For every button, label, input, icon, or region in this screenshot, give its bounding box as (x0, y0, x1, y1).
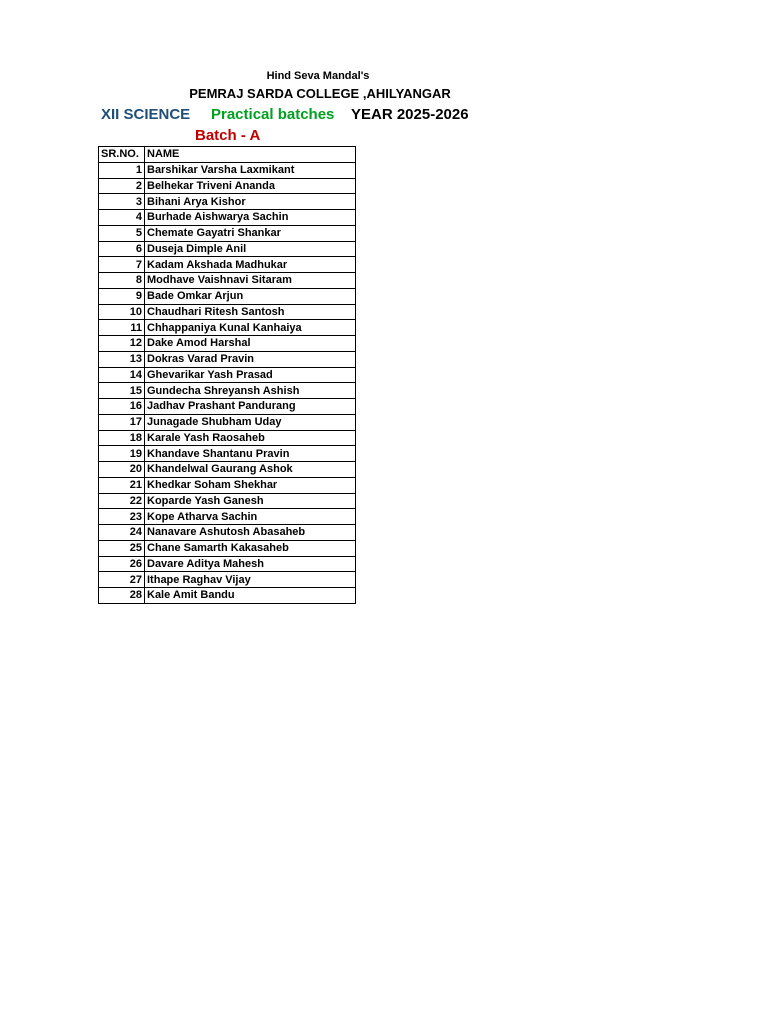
student-name-cell: Kadam Akshada Madhukar (145, 257, 356, 273)
student-name-cell: Chaudhari Ritesh Santosh (145, 304, 356, 320)
sr-no-cell: 24 (99, 525, 145, 541)
table-row (99, 383, 356, 399)
sr-no-cell: 5 (99, 225, 145, 241)
student-name-cell: Junagade Shubham Uday (145, 414, 356, 430)
practical-batches-label: Practical batches (211, 106, 335, 123)
table-row (99, 178, 356, 194)
sr-no-cell: 3 (99, 194, 145, 210)
student-name-cell: Duseja Dimple Anil (145, 241, 356, 257)
table-row (99, 462, 356, 478)
sr-no-cell: 27 (99, 572, 145, 588)
sr-no-cell: 20 (99, 462, 145, 478)
table-row (99, 556, 356, 572)
sr-no-cell: 2 (99, 178, 145, 194)
student-name-cell: Belhekar Triveni Ananda (145, 178, 356, 194)
table-row (99, 588, 356, 604)
table-row (99, 304, 356, 320)
student-name-cell: Barshikar Varsha Laxmikant (145, 162, 356, 178)
column-header-sr-no: SR.NO. (99, 147, 145, 163)
sr-no-cell: 13 (99, 351, 145, 367)
student-name-cell: Chhappaniya Kunal Kanhaiya (145, 320, 356, 336)
table-row (99, 414, 356, 430)
table-header-row (99, 147, 356, 163)
sr-no-cell: 19 (99, 446, 145, 462)
sr-no-cell: 18 (99, 430, 145, 446)
sr-no-cell: 4 (99, 210, 145, 226)
student-name-cell: Dake Amod Harshal (145, 336, 356, 352)
sr-no-cell: 1 (99, 162, 145, 178)
student-name-cell: Khandelwal Gaurang Ashok (145, 462, 356, 478)
student-name-cell: Bade Omkar Arjun (145, 288, 356, 304)
sr-no-cell: 10 (99, 304, 145, 320)
table-row (99, 273, 356, 289)
student-name-cell: Khedkar Soham Shekhar (145, 477, 356, 493)
table-row (99, 210, 356, 226)
table-row (99, 336, 356, 352)
sr-no-cell: 9 (99, 288, 145, 304)
student-name-cell: Davare Aditya Mahesh (145, 556, 356, 572)
sr-no-cell: 23 (99, 509, 145, 525)
table-row (99, 477, 356, 493)
table-row (99, 525, 356, 541)
class-label: XII SCIENCE (101, 106, 191, 123)
table-row (99, 351, 356, 367)
student-name-cell: Jadhav Prashant Pandurang (145, 399, 356, 415)
student-roster-table (98, 146, 356, 604)
college-name: PEMRAJ SARDA COLLEGE ,AHILYANGAR (189, 86, 451, 101)
table-row (99, 162, 356, 178)
student-name-cell: Karale Yash Raosaheb (145, 430, 356, 446)
batch-label: Batch - A (195, 127, 261, 144)
organization-name: Hind Seva Mandal's (266, 70, 370, 82)
student-name-cell: Ghevarikar Yash Prasad (145, 367, 356, 383)
table-row (99, 367, 356, 383)
sr-no-cell: 22 (99, 493, 145, 509)
sr-no-cell: 25 (99, 540, 145, 556)
table-row (99, 194, 356, 210)
sr-no-cell: 21 (99, 477, 145, 493)
sr-no-cell: 14 (99, 367, 145, 383)
student-name-cell: Bihani Arya Kishor (145, 194, 356, 210)
sr-no-cell: 12 (99, 336, 145, 352)
student-name-cell: Kale Amit Bandu (145, 588, 356, 604)
student-name-cell: Chemate Gayatri Shankar (145, 225, 356, 241)
sr-no-cell: 26 (99, 556, 145, 572)
sr-no-cell: 16 (99, 399, 145, 415)
table-row (99, 288, 356, 304)
sr-no-cell: 8 (99, 273, 145, 289)
student-name-cell: Burhade Aishwarya Sachin (145, 210, 356, 226)
sr-no-cell: 11 (99, 320, 145, 336)
student-name-cell: Dokras Varad Pravin (145, 351, 356, 367)
table-body (99, 162, 356, 603)
table-row (99, 493, 356, 509)
column-header-name: NAME (145, 147, 356, 163)
student-name-cell: Koparde Yash Ganesh (145, 493, 356, 509)
student-name-cell: Ithape Raghav Vijay (145, 572, 356, 588)
table-row (99, 320, 356, 336)
table-row (99, 241, 356, 257)
table-row (99, 399, 356, 415)
table-row (99, 225, 356, 241)
student-name-cell: Modhave Vaishnavi Sitaram (145, 273, 356, 289)
student-name-cell: Chane Samarth Kakasaheb (145, 540, 356, 556)
sr-no-cell: 6 (99, 241, 145, 257)
sr-no-cell: 7 (99, 257, 145, 273)
table-row (99, 540, 356, 556)
table-row (99, 446, 356, 462)
sr-no-cell: 17 (99, 414, 145, 430)
table-row (99, 509, 356, 525)
student-name-cell: Kope Atharva Sachin (145, 509, 356, 525)
table-row (99, 572, 356, 588)
student-name-cell: Nanavare Ashutosh Abasaheb (145, 525, 356, 541)
sr-no-cell: 28 (99, 588, 145, 604)
table-row (99, 430, 356, 446)
table-row (99, 257, 356, 273)
student-name-cell: Gundecha Shreyansh Ashish (145, 383, 356, 399)
student-name-cell: Khandave Shantanu Pravin (145, 446, 356, 462)
sr-no-cell: 15 (99, 383, 145, 399)
academic-year-label: YEAR 2025-2026 (351, 106, 469, 123)
